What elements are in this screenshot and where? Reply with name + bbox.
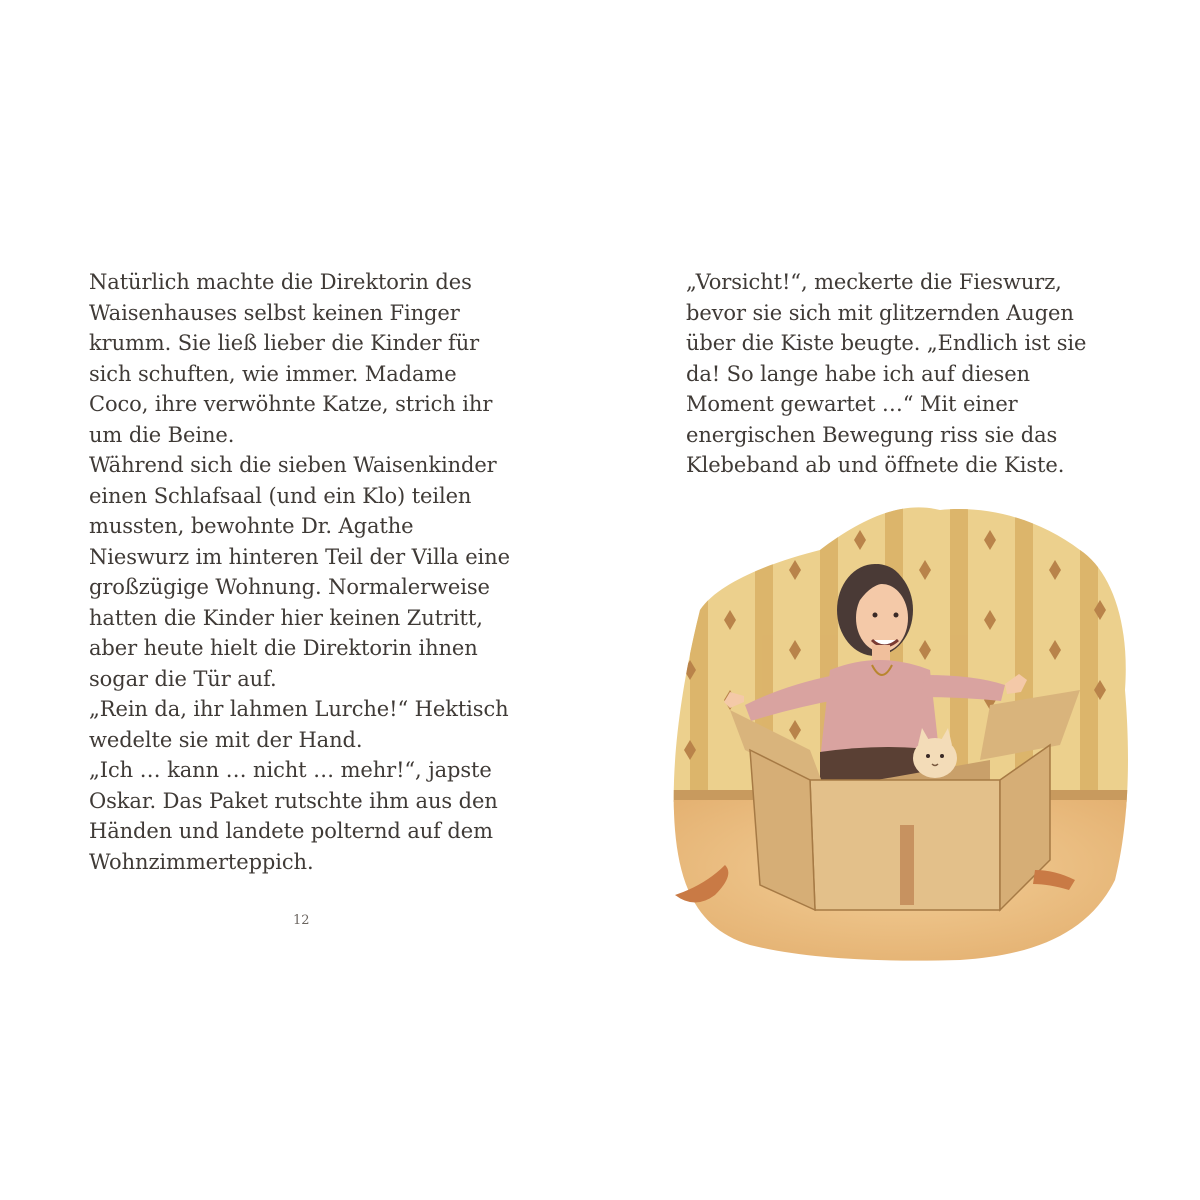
text-line: bevor sie sich mit glitzernden Augen — [686, 300, 1074, 325]
right-page-text — [686, 267, 1086, 481]
text-line: sogar die Tür auf. — [89, 666, 277, 691]
text-line: wedelte sie mit der Hand. — [89, 727, 363, 752]
text-line: um die Beine. — [89, 422, 235, 447]
text-line: energischen Bewegung riss sie das — [686, 422, 1058, 447]
text-line: mussten, bewohnte Dr. Agathe — [89, 514, 414, 538]
text-line: hatten die Kinder hier keinen Zutritt, — [89, 605, 483, 630]
text-line: großzügige Wohnung. Normalerweise — [89, 575, 490, 599]
text-line: Während sich die sieben Waisenkinder — [89, 453, 497, 477]
text-line: über die Kiste beugte. „Endlich ist sie — [686, 331, 1087, 355]
text-line: aber heute hielt die Direktorin ihnen — [89, 636, 478, 660]
text-line: Wohnzimmerteppich. — [89, 849, 314, 874]
text-line: „Vorsicht!“, meckerte die Fieswurz, — [686, 270, 1062, 294]
text-line: krumm. Sie ließ lieber die Kinder für — [89, 331, 480, 355]
text-line: Oskar. Das Paket rutschte ihm aus den — [89, 788, 498, 813]
text-line: Händen und landete polternd auf dem — [89, 819, 493, 843]
text-line: „Rein da, ihr lahmen Lurche!“ Hektisch — [89, 697, 509, 721]
text-line: Moment gewartet …“ Mit einer — [686, 392, 1018, 416]
text-line: Coco, ihre verwöhnte Katze, strich ihr — [89, 392, 493, 416]
text-line: Nieswurz im hinteren Teil der Villa eine — [89, 544, 510, 569]
text-line: einen Schlafsaal (und ein Klo) teilen — [89, 483, 472, 508]
text-line: da! So lange habe ich auf diesen — [686, 361, 1030, 386]
text-line: Natürlich machte die Direktorin des — [89, 270, 472, 294]
text-line: Waisenhauses selbst keinen Finger — [89, 300, 460, 325]
text-line: sich schuften, wie immer. Madame — [89, 361, 457, 386]
text-line: „Ich … kann … nicht … mehr!“, japste — [89, 758, 492, 782]
woman-opening-box-with-cat-illustration — [660, 490, 1140, 965]
page-number: 12 — [293, 913, 310, 928]
left-page-text — [89, 267, 510, 877]
text-line: Klebeband ab und öffnete die Kiste. — [686, 453, 1065, 477]
right-page — [600, 0, 1200, 1200]
